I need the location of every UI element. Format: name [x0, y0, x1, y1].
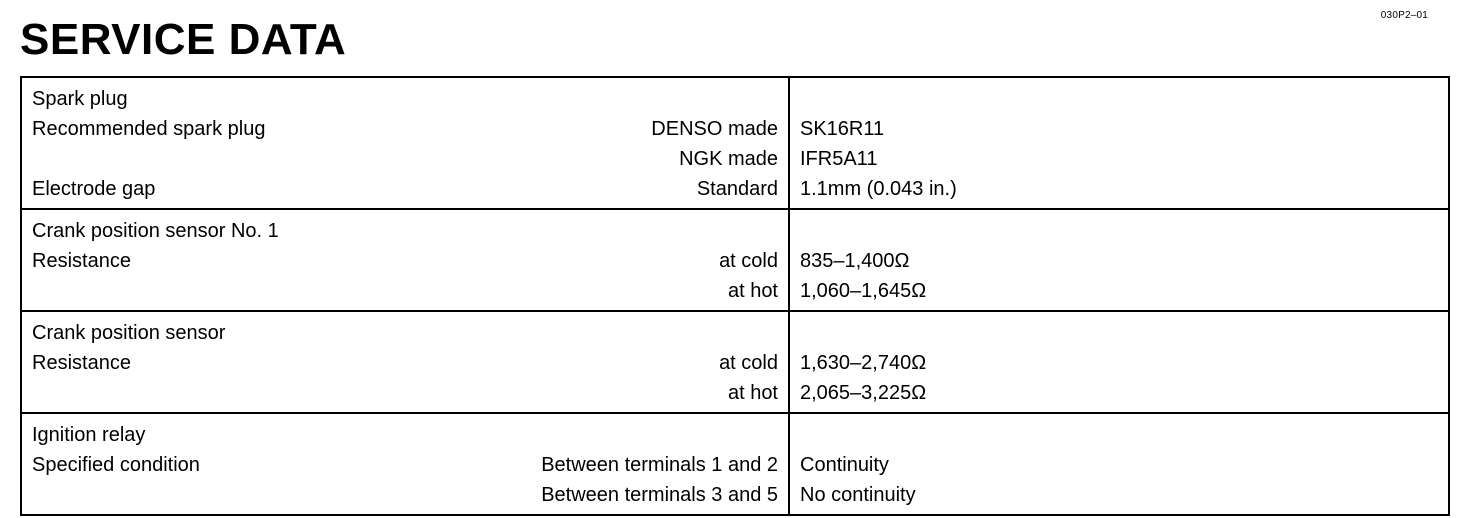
section-spark-plug — [22, 78, 1448, 208]
page-title: SERVICE DATA — [20, 15, 347, 64]
section-crank-sensor-1 — [22, 208, 1448, 310]
spec-value: 2,065–3,225Ω — [800, 382, 927, 404]
section-heading: Crank position sensor No. 1 — [32, 220, 279, 242]
service-data-table — [20, 76, 1450, 516]
item-label: Resistance — [32, 352, 131, 374]
section-heading: Crank position sensor — [32, 322, 226, 344]
section-values — [790, 78, 1448, 208]
section-labels — [22, 414, 790, 514]
doc-code: 030P2–01 — [1380, 10, 1428, 21]
spec-value: No continuity — [800, 484, 916, 506]
condition-label: at cold — [719, 250, 778, 272]
section-values — [790, 414, 1448, 514]
condition-label: at cold — [719, 352, 778, 374]
section-values — [790, 210, 1448, 310]
spec-value: IFR5A11 — [800, 148, 878, 170]
section-heading: Spark plug — [32, 88, 128, 110]
condition-label: DENSO made — [651, 118, 778, 140]
condition-label: NGK made — [679, 148, 778, 170]
condition-label: at hot — [727, 382, 778, 404]
spec-value: 1,060–1,645Ω — [800, 280, 927, 302]
spec-value: 835–1,400Ω — [800, 250, 910, 272]
item-label: Resistance — [32, 250, 131, 272]
section-ignition-relay — [22, 412, 1448, 514]
section-labels — [22, 312, 790, 412]
section-crank-sensor — [22, 310, 1448, 412]
spec-value: 1,630–2,740Ω — [800, 352, 927, 374]
section-labels — [22, 78, 790, 208]
section-values — [790, 312, 1448, 412]
spec-value: Continuity — [800, 454, 889, 476]
condition-label: at hot — [727, 280, 778, 302]
spec-value: 1.1mm (0.043 in.) — [800, 178, 957, 200]
condition-label: Standard — [696, 178, 778, 200]
condition-label: Between terminals 1 and 2 — [541, 454, 778, 476]
item-label: Electrode gap — [32, 178, 156, 200]
condition-label: Between terminals 3 and 5 — [541, 484, 778, 506]
item-label: Recommended spark plug — [32, 118, 266, 140]
section-heading: Ignition relay — [32, 424, 146, 446]
spec-value: SK16R11 — [800, 118, 885, 140]
item-label: Specified condition — [32, 454, 200, 476]
section-labels — [22, 210, 790, 310]
